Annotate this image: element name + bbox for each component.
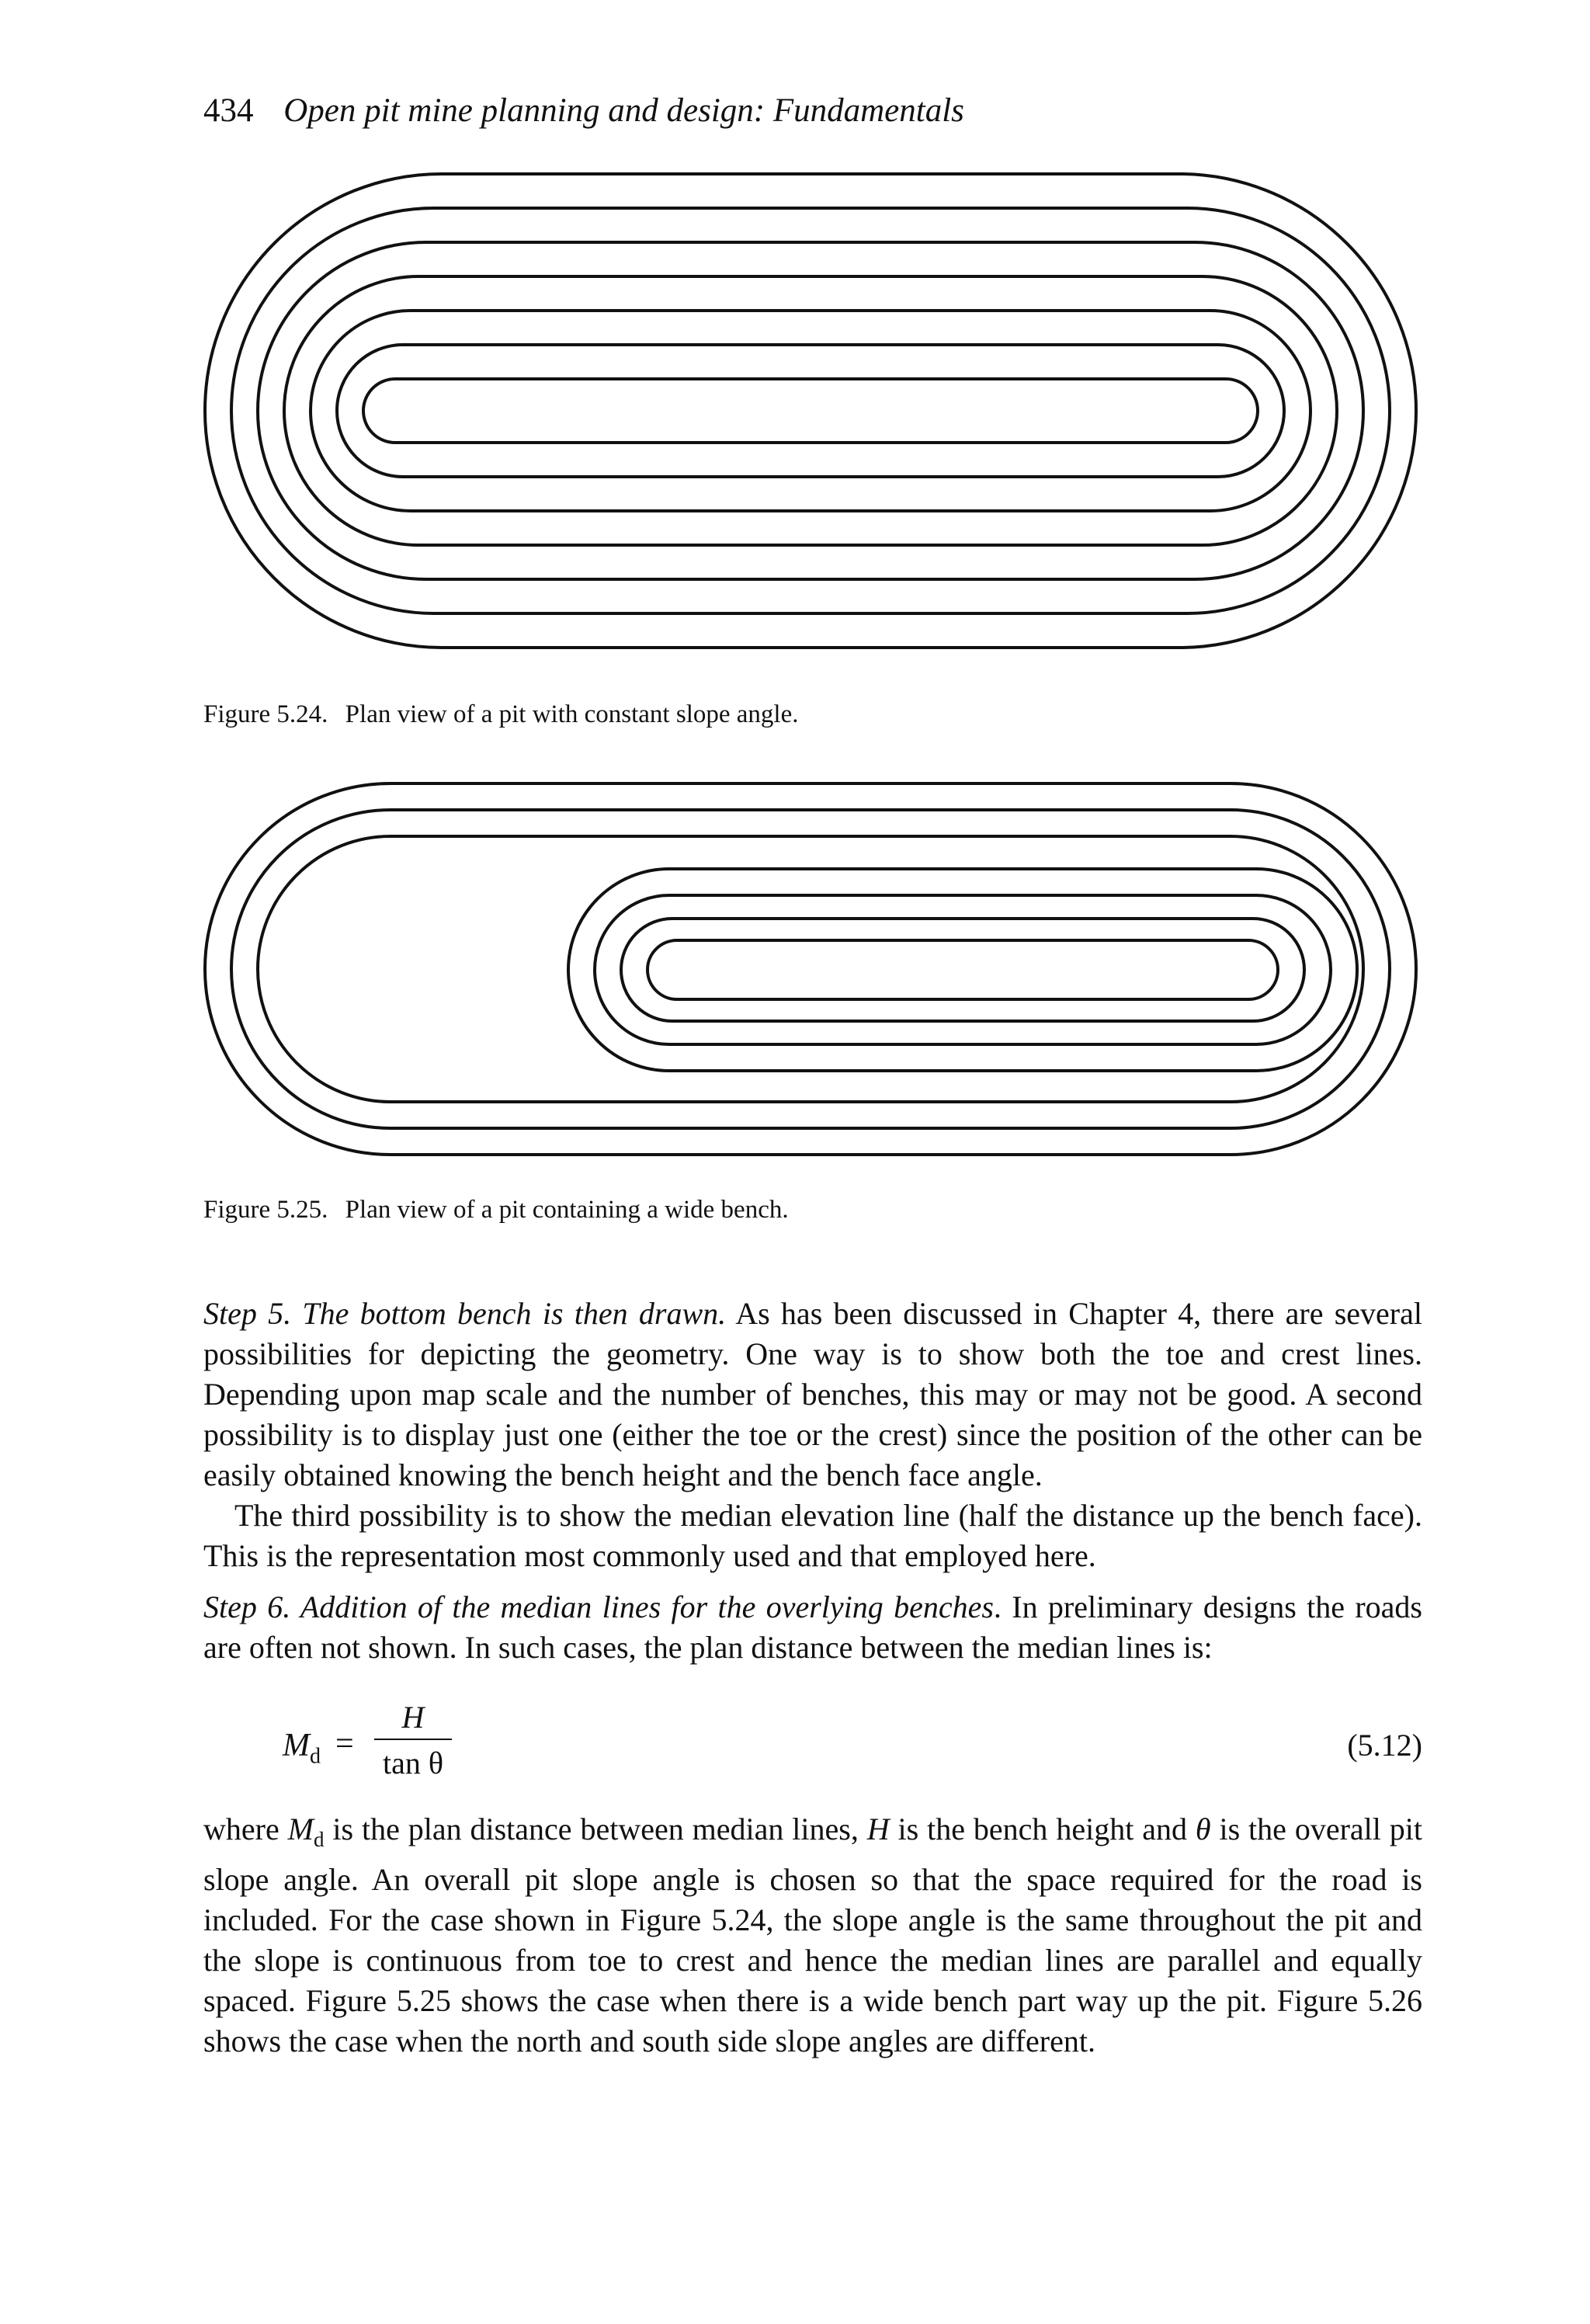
contour-line	[205, 174, 1416, 648]
equation-equals: =	[335, 1726, 354, 1762]
running-header	[203, 92, 964, 130]
contour-line	[231, 208, 1390, 613]
step-heading: Step 6. Addition of the median lines for the overlying benches	[203, 1589, 994, 1624]
symbol-subscript: d	[313, 1828, 325, 1851]
equation-fraction	[374, 1699, 452, 1781]
page-number: 434	[203, 92, 254, 129]
figure-label: Figure 5.24.	[203, 700, 328, 728]
symbol-theta: θ	[1195, 1812, 1211, 1846]
figure-label: Figure 5.25.	[203, 1196, 328, 1224]
text-span: is the plan distance between median lines,	[324, 1812, 867, 1846]
equation-5-12	[203, 1699, 1422, 1784]
contour-line	[337, 345, 1284, 477]
equation-symbol: M	[283, 1728, 310, 1763]
paragraph-step-6	[203, 1587, 1422, 1668]
equation-lhs	[283, 1727, 321, 1769]
paragraph-text: . In preliminary designs the roads are often not shown. In such cases, the plan distance between the median lines is:	[203, 1589, 1422, 1665]
body-text-top	[203, 1294, 1422, 1668]
figure-5-25-drawing	[200, 780, 1427, 1169]
contour-line	[284, 276, 1337, 545]
contour-line	[311, 311, 1311, 511]
contour-line	[363, 379, 1258, 443]
paragraph-step-5	[203, 1294, 1422, 1495]
contour-line	[647, 940, 1278, 999]
figure-5-24	[200, 171, 1427, 660]
contour-line	[258, 836, 1363, 1102]
symbol-h: H	[866, 1812, 890, 1846]
text-span: is the overall pit slope angle. An overall pit slope angle is chosen so that the space required for the road is included. For the case shown in Figure 5.24, the slope angle is the same throughout the pit and the slope is continuous from toe to crest and hence the median lines are parallel and equally spaced. Figure 5.25 shows the case when there is a wide bench part way up the pit. Figure 5.26 shows the case when the north and south side slope angles are different.	[203, 1812, 1423, 2058]
text-span: where	[203, 1812, 288, 1846]
paragraph-third-possibility: The third possibility is to show the median elevation line (half the distance up the bench face). This is the representation most commonly used and that employed here.	[203, 1498, 1422, 1573]
fraction-bar	[374, 1739, 452, 1740]
running-title: Open pit mine planning and design: Fundamentals	[283, 92, 964, 129]
paragraph-where	[203, 1809, 1422, 2062]
contour-line	[258, 242, 1363, 579]
contour-line	[568, 869, 1357, 1071]
figure-5-24-drawing	[200, 171, 1427, 660]
figure-5-25-caption	[203, 1196, 789, 1225]
contour-line	[231, 810, 1390, 1128]
step-heading: Step 5. The bottom bench is then drawn.	[203, 1296, 727, 1331]
contour-line	[621, 919, 1304, 1021]
equation-subscript: d	[310, 1744, 321, 1769]
figure-caption-text: Plan view of a pit containing a wide bench.	[345, 1196, 789, 1224]
figure-5-25	[200, 780, 1427, 1169]
figure-5-24-caption	[203, 700, 798, 729]
equation-number: (5.12)	[1347, 1728, 1422, 1763]
symbol-md: M	[287, 1812, 314, 1846]
equation-numerator: H	[401, 1700, 425, 1735]
figure-caption-text: Plan view of a pit with constant slope angle.	[345, 700, 799, 728]
equation-denominator: tan θ	[382, 1746, 444, 1780]
paragraph-text: As has been discussed in Chapter 4, there are several possibilities for depicting the geometry. One way is to show both the toe and crest lines. Depending upon map scale and the number of benches, this may or may not be good. A second possibility is to display just one (either the toe or the crest) since the position of the other can be easily obtained knowing the bench height and the bench face angle.	[203, 1296, 1422, 1492]
contour-line	[205, 783, 1416, 1155]
body-text-bottom	[203, 1809, 1422, 2062]
text-span: is the bench height and	[889, 1812, 1196, 1846]
